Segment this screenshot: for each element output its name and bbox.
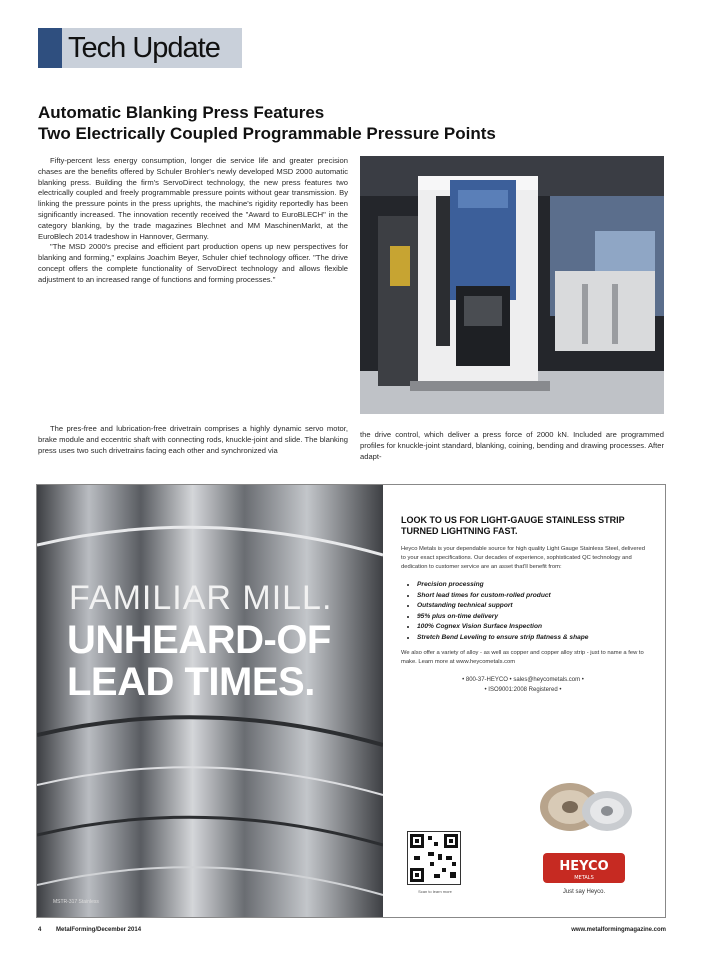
metal-coils-icon bbox=[535, 775, 635, 835]
ad-headline-1: FAMILIAR MILL. bbox=[69, 579, 333, 617]
ad-headline-2 bbox=[67, 619, 331, 703]
ad-intro: Heyco Metals is your dependable source for high quality Light Gauge Stainless Steel, delivered to your exact specifications. Our decades of experience, sophisticated QC technology and dedication to customer service are an asset that'll benefit from: bbox=[401, 546, 645, 570]
header-accent-block bbox=[38, 28, 62, 68]
article-paragraph: the drive control, which deliver a press force of 2000 kN. Included are programmed profiles for knuckle-joint standard, blanking, coining, bending and drawing processes. After adapt- bbox=[360, 430, 664, 461]
logo-text: HEYCO bbox=[559, 859, 609, 874]
ad-contact-line: • 800-37-HEYCO • sales@heycometals.com • bbox=[462, 677, 584, 683]
section-title: Tech Update bbox=[62, 28, 242, 68]
article-body-bottom-left bbox=[38, 424, 348, 472]
ad-coil-photo bbox=[37, 485, 383, 917]
ad-title: LOOK TO US FOR LIGHT-GAUGE STAINLESS STRIP TURNED LIGHTNING FAST. bbox=[401, 515, 625, 536]
section-header bbox=[38, 28, 242, 68]
headline-line-2: Two Electrically Coupled Programmable Pressure Points bbox=[38, 124, 496, 143]
heyco-logo bbox=[543, 853, 625, 883]
list-item: • Precision processing bbox=[417, 580, 645, 591]
ad-contact bbox=[401, 675, 645, 695]
article-body-left bbox=[38, 156, 348, 418]
magazine-url[interactable]: www.metalformingmagazine.com bbox=[571, 927, 666, 933]
ad-iso-line: • ISO9001:2008 Registered • bbox=[484, 687, 562, 693]
page-number: 4 bbox=[38, 927, 42, 933]
ad-headline-unheard: UNHEARD-OF bbox=[67, 618, 331, 662]
ad-benefit-list bbox=[417, 580, 645, 643]
article-headline bbox=[38, 102, 658, 144]
publication-issue: MetalForming/December 2014 bbox=[56, 927, 142, 933]
list-item: • 95% plus on-time delivery bbox=[417, 612, 645, 623]
ad-copy bbox=[383, 485, 665, 917]
ad-photo-caption: MSTR-317 Stainless bbox=[53, 899, 99, 905]
headline-line-1: Automatic Blanking Press Features bbox=[38, 103, 325, 122]
qr-code-icon[interactable] bbox=[407, 831, 461, 885]
logo-subtext: METALS bbox=[574, 875, 594, 881]
article-paragraph: "The MSD 2000's precise and efficient part production opens up new perspectives for blanking and forming," explains Joachim Beyer, Schuler chief technology officer. "The drive concept offers the complete functionality of ServoDirect technology and allows flexible adjustment to an increased range of functions and forming processes." bbox=[38, 242, 348, 284]
ad-headline-lead-times: LEAD TIMES. bbox=[67, 660, 315, 704]
list-item: • 100% Cognex Vision Surface Inspection bbox=[417, 622, 645, 633]
ad-outro: We also offer a variety of alloy - as well as copper and copper alloy strip - just to name a few to make. Learn more at www.heycometals.com bbox=[401, 650, 644, 665]
article-paragraph: Fifty-percent less energy consumption, longer die service life and greater precision chases are the benefits offered by Schuler Brohler's newly developed MSD 2000 automatic blanking press. Building the firm's ServoDirect technology, the new press features two electrically coupled and freely programmable pressure points without gear transmission. By linking the pressure points in the press uprights, the machine's rigidity reportedly has been significantly increased. The innovation recently received the "Award to EuroBLECH" in the category blanking, by the trade magazines Blechnet and MM MaschinenMarkt, at the EuroBlech 2014 tradeshow in Hannover, Germany. bbox=[38, 156, 348, 241]
ad-tagline: Just say Heyco. bbox=[562, 889, 606, 895]
list-item: • Short lead times for custom-rolled product bbox=[417, 591, 645, 602]
heyco-advertisement bbox=[36, 484, 666, 918]
list-item: • Outstanding technical support bbox=[417, 601, 645, 612]
list-item: • Stretch Bend Leveling to ensure strip flatness & shape bbox=[417, 633, 645, 644]
page-footer bbox=[38, 927, 666, 939]
qr-caption: Scan to learn more bbox=[418, 889, 452, 894]
article-paragraph: The pres-free and lubrication-free drivetrain comprises a highly dynamic servo motor, brake module and eccentric shaft with connecting rods, knuckle-joint and slide. The blanking press uses two such drivetrains facing each other and synchronized via bbox=[38, 424, 348, 455]
press-photo bbox=[360, 156, 664, 414]
article-body-bottom-right bbox=[360, 430, 664, 472]
